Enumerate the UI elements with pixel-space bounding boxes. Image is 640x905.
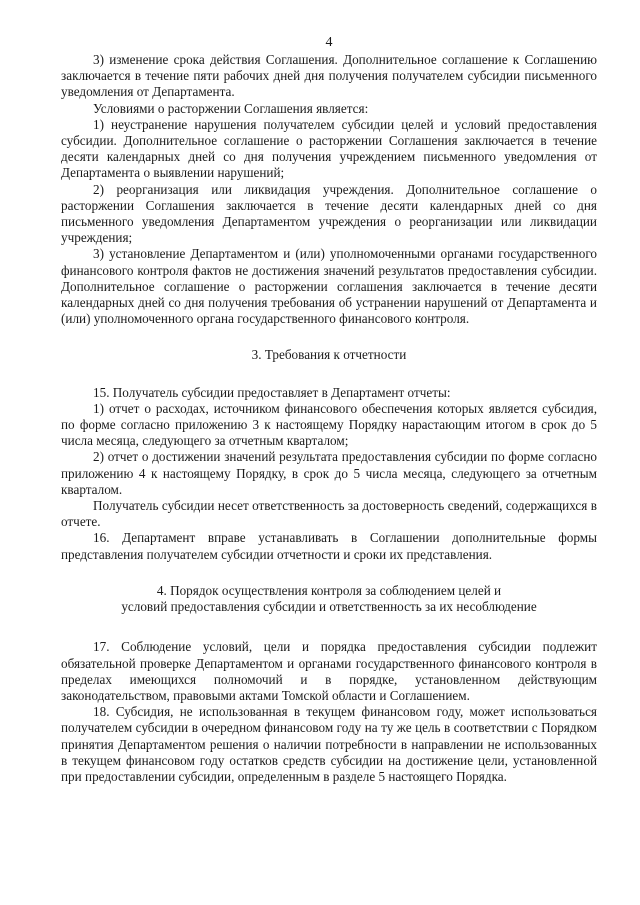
section-4-heading-line-1: 4. Порядок осуществления контроля за соблюдением целей и	[156, 582, 502, 598]
page-number: 4	[325, 35, 333, 50]
section-3-heading: 3. Требования к отчетности	[251, 347, 407, 363]
paragraph-termination-item-3: 3) установление Департаментом и (или) уполномоченными органами государственного финансового контроля фактов не достижения значений результатов предоставления субсидии. Дополнительное соглашение о расторжении соглашения заключается в течение десяти календарных дней со дня получения требования об устранении нарушений от Департамента и (или) уполномоченного органа государственного финансового контроля.	[61, 246, 597, 327]
paragraph-15: 15. Получатель субсидии предоставляет в Департамент отчеты:	[93, 384, 451, 400]
paragraph-18: 18. Субсидия, не использованная в текущем финансовом году, может использоваться получателем субсидии в очередном финансовом году на ту же цель в соответствии с Порядком принятия Департаментом решения о наличии потребности в направлении не использованных в текущем финансовом году остатков средств субсидии на достижение цели, установленной при предоставлении субсидии, определенным в разделе 5 настоящего Порядка.	[61, 704, 597, 784]
section-4-heading-line-2: условий предоставления субсидии и ответственность за их несоблюдение	[121, 599, 537, 615]
paragraph-termination-conditions: Условиями о расторжении Соглашения является:	[93, 100, 369, 116]
document-body	[61, 52, 597, 785]
paragraph-17: 17. Соблюдение условий, цели и порядка предоставления субсидии подлежит обязательной проверке Департаментом и органами государственного финансового контроля в пределах имеющихся полномочий и в порядке, установленном действующим законодательством, правовыми актами Томской области и Соглашением.	[61, 639, 597, 703]
paragraph-15-item-2: 2) отчет о достижении значений результата предоставления субсидии по форме согласно приложению 4 к настоящему Порядку, в срок до 5 числа месяца, следующего за отчетным кварталом.	[61, 449, 597, 497]
section-4-heading	[61, 583, 597, 615]
paragraph-termination-item-1: 1) неустранение нарушения получателем субсидии целей и условий предоставления субсидии. Дополнительное соглашение о расторжении Соглашения заключается в течение десяти календарных дней со дня получения учреждением письменного уведомления от Департамента о выявлении нарушений;	[61, 116, 597, 181]
paragraph-15-item-1: 1) отчет о расходах, источником финансового обеспечения которых является субсидия, по форме согласно приложению 3 к настоящему Порядку нарастающим итогом в срок до 5 числа месяца, следующего за отчетным кварталом;	[61, 400, 597, 449]
paragraph-16: 16. Департамент вправе устанавливать в Соглашении дополнительные формы представления получателем субсидии отчетности и сроки их представления.	[61, 530, 597, 562]
paragraph-term-change: 3) изменение срока действия Соглашения. Дополнительное соглашение к Соглашению заключается в течение пяти рабочих дней дня получения получателем субсидии письменного уведомления от Департамента.	[61, 52, 597, 100]
paragraph-responsibility: Получатель субсидии несет ответственность за достоверность сведений, содержащихся в отчете.	[61, 498, 597, 530]
document-page	[61, 0, 597, 785]
paragraph-termination-item-2: 2) реорганизация или ликвидация учреждения. Дополнительное соглашение о расторжении Соглашения заключается в течение десяти календарных дней со дня письменного уведомления Департаментом учреждения о реорганизации или ликвидации учреждения;	[61, 181, 597, 246]
